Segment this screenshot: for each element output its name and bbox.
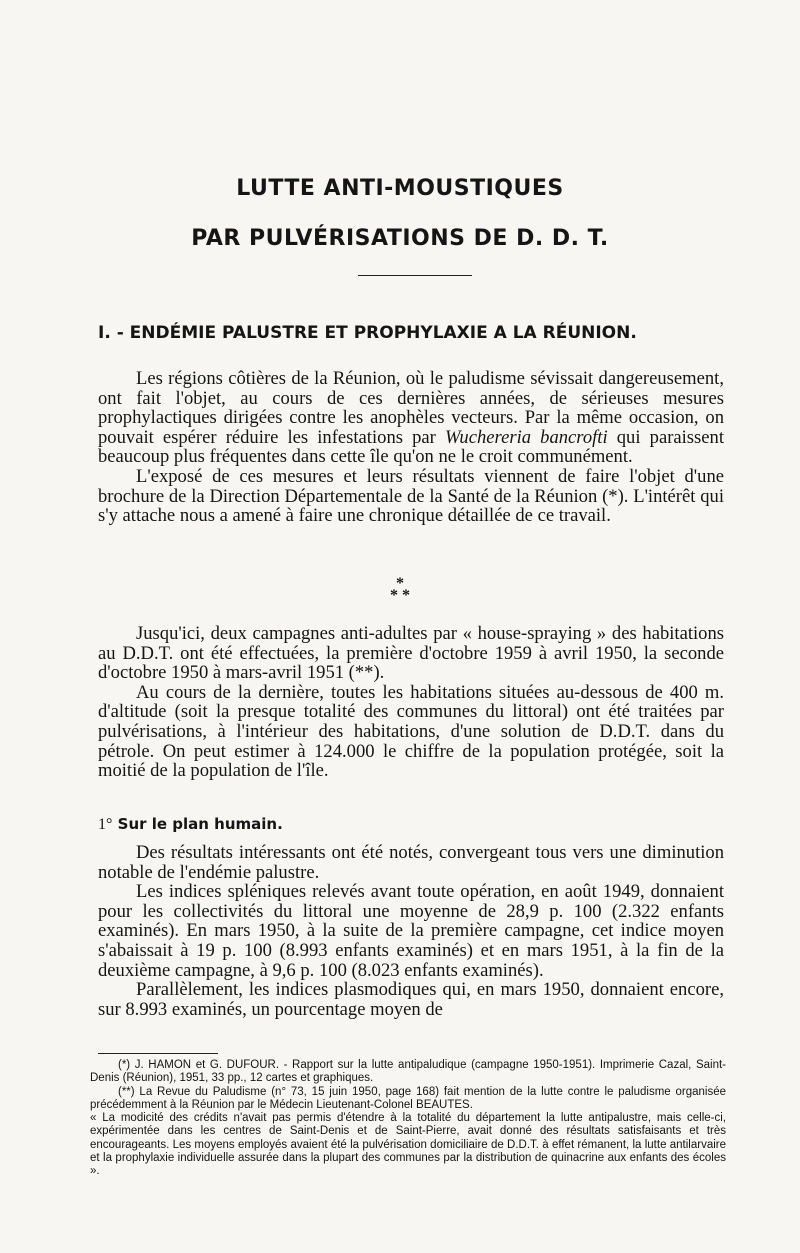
title-divider [358,275,472,276]
results-text [98,843,724,1019]
intro-text [98,369,724,526]
paragraph-5: Des résultats intéressants ont été notés, convergeant tous vers une diminution notable de l'endémie palustre. [98,842,724,883]
paragraph-6: Les indices spléniques relevés avant toute opération, en août 1949, donnaient pour les collectivités du littoral une moyenne de 28,9 p. 100 (2.322 enfants examinés). En mars 1950, à la suite de la première campagne, cet indice moyen s'abaissait à 19 p. 100 (8.993 enfants examinés) et en mars 1951, à la fin de la deuxième campagne, à 9,6 p. 100 (8.023 enfants examinés). [98,881,724,981]
subheading-text: Sur le plan humain. [117,815,283,833]
footnote-divider [98,1053,218,1054]
paragraph-3: Jusqu'ici, deux campagnes anti-adultes par « house-spraying » des habitations au D.D.T. ont été effectuées, la première d'octobre 1959 à avril 1950, la seconde d'octobre 1950 à mars-avril 1951 (**). [98,623,724,684]
footnote-1: (*) J. HAMON et G. DUFOUR. - Rapport sur la lutte antipaludique (campagne 1950-1951). Imprimerie Cazal, Saint-Denis (Réunion), 1951, 33 pp., 12 cartes et graphiques. [90,1059,726,1085]
section-separator [0,575,800,604]
subheading-number: 1° [98,816,113,833]
title-line-2: PAR PULVÉRISATIONS DE D. D. T. [191,226,609,251]
title-line-1: LUTTE ANTI-MOUSTIQUES [236,176,564,201]
campaign-text [98,624,724,781]
paragraph-7: Parallèlement, les indices plasmodiques qui, en mars 1950, donnaient encore, sur 8.993 examinés, un pourcentage moyen de [98,979,724,1020]
footnotes [90,1059,726,1179]
separator-stars-bottom: * * [390,587,410,604]
paragraph-4: Au cours de la dernière, toutes les habitations situées au-dessous de 400 m. d'altitude (soit la presque totalité des communes du littoral) ont été traitées par pulvérisations, à l'intérieur des habitations, d'une solution de D.D.T. dans du pétrole. On peut estimer à 124.000 le chiffre de la population protégée, soit la moitié de la population de l'île. [98,681,724,782]
footnote-2-quote: « La modicité des crédits n'avait pas permis d'étendre à la totalité du département la lutte antipalustre, mais celle-ci, expérimentée dans les centres de Saint-Denis et de Saint-Pierre, avait donné des résultats satisfaisants et très encourageants. Les moyens employés avaient été la pulvérisation domiciliaire de D.D.T. à effet rémanent, la lutte antilarvaire et la prophylaxie individuelle assurée dans la plupart des communes par la distribution de quinacrine aux enfants des écoles ». [90,1112,726,1178]
separator-star-top: * [396,575,404,592]
section-heading: I. - ENDÉMIE PALUSTRE ET PROPHYLAXIE A LA RÉUNION. [98,323,637,343]
paragraph-1 [98,369,724,467]
subheading [98,815,283,834]
species-name: Wuchereria bancrofti [444,426,608,448]
footnote-2: (**) La Revue du Paludisme (n° 73, 15 juin 1950, page 168) fait mention de la lutte contre le paludisme organisée précédemment à la Réunion par le Médecin Lieutenant-Colonel BEAUTES. [90,1085,726,1111]
paragraph-1-part-a: Les régions côtières de la Réunion, où le paludisme sévissait dangereusement, ont fait l'objet, au cours de ces dernières années, de sérieuses mesures prophylactiques dirigées contre les anophèles vecteurs. Par la même occasion, on pouvait espérer réduire les infestations par [98,368,724,448]
paragraph-2: L'exposé de ces mesures et leurs résultats viennent de faire l'objet d'une brochure de la Direction Départementale de la Santé de la Réunion (*). L'intérêt qui s'y attache nous a amené à faire une chronique détaillée de ce travail. [98,465,724,527]
paragraph-1-part-b: qui paraissent beaucoup plus fréquentes dans cette île qu'on ne le croit communément. [98,426,724,468]
